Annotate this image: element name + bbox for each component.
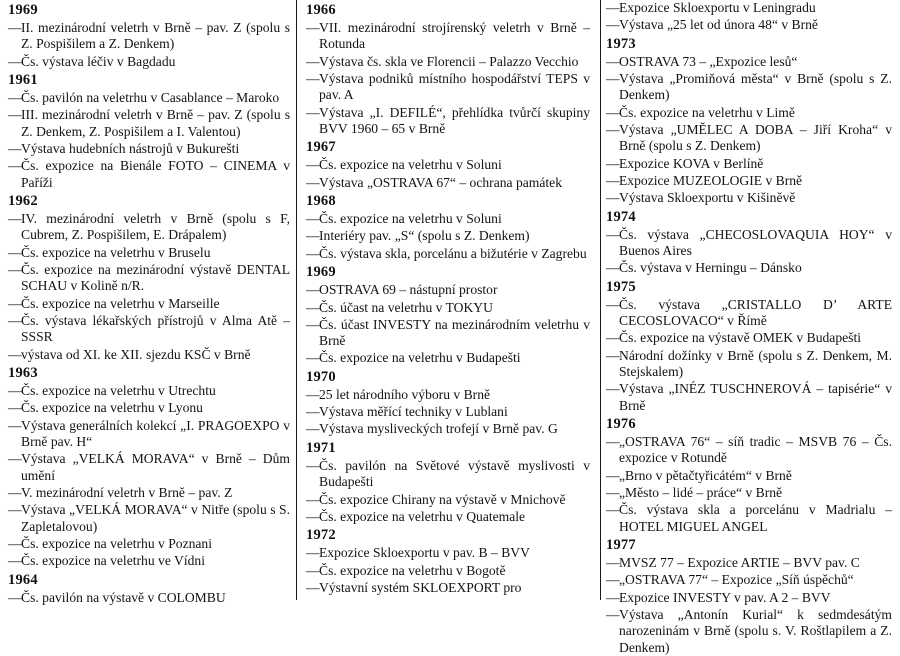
list-item-text: Výstava „I. DEFILÉ“, přehlídka tvůrčí skupiny BVV 1960 – 65 v Brně [319, 104, 590, 136]
list-item [306, 211, 590, 227]
list-item-text: Čs. expozice na veletrhu v Limě [619, 104, 795, 120]
text-column-2 [300, 0, 600, 600]
text-column-1 [8, 0, 300, 605]
list-item [8, 54, 290, 70]
list-item [606, 330, 892, 346]
dash-marker: — [8, 417, 22, 433]
list-item [606, 105, 892, 121]
list-item [8, 211, 290, 244]
list-item-text: Výstava „UMĚLEC A DOBA – Jiří Kroha“ v Brně (spolu s Z. Denkem) [619, 121, 892, 154]
list-item-text: Čs. expozice na výstavě OMEK v Budapešti [619, 330, 861, 346]
list-item [606, 0, 892, 16]
dash-marker: — [306, 20, 320, 36]
dash-marker: — [306, 404, 320, 420]
list-item-text: Čs. pavilón na Světové výstavě myslivosti v Budapešti [319, 457, 590, 490]
dash-marker: — [306, 491, 320, 507]
list-item [306, 387, 590, 403]
dash-marker: — [8, 158, 22, 174]
list-item [306, 350, 590, 366]
list-item [606, 590, 892, 606]
dash-marker: — [606, 589, 620, 605]
list-item-text: 25 let národního výboru v Brně [319, 386, 491, 402]
list-item-text: „OSTRAVA 77“ – Expozice „Síň úspěchů“ [619, 572, 854, 588]
list-item-text: Výstava „Antonín Kurial“ k sedmdesátým narozeninám v Brně (spolu s. V. Roštlapilem a Z. Denkem) [619, 606, 892, 655]
list-item [606, 502, 892, 535]
list-item [306, 421, 590, 437]
year-heading: 1976 [606, 415, 636, 432]
year-heading: 1963 [8, 364, 38, 381]
list-item [306, 105, 590, 138]
list-item [306, 282, 590, 298]
list-item [606, 17, 892, 33]
list-item-text: Čs. výstava skla, porcelánu a bižutérie v Zagrebu [319, 245, 587, 261]
list-item-text: Čs. expozice na veletrhu v Soluni [319, 211, 502, 227]
list-item-text: Čs. výstava skla a porcelánu v Madrialu – HOTEL MIGUEL ANGEL [619, 502, 892, 534]
list-item-text: Čs. výstava „CRISTALLO D’ ARTE CECOSLOVACO“ v Římě [619, 296, 892, 329]
list-item-text: IV. mezinárodní veletrh v Brně (spolu s F, Cubrem, Z. Pospišilem, E. Drápalem) [21, 211, 290, 243]
dash-marker: — [8, 535, 22, 551]
list-item-text: Čs. výstava v Herningu – Dánsko [619, 260, 802, 276]
dash-marker: — [306, 245, 320, 261]
list-item [8, 347, 290, 363]
list-item-text: Národní dožínky v Brně (spolu s Z. Denkem, M. Stejskalem) [619, 347, 892, 379]
year-heading: 1961 [8, 72, 38, 89]
dash-marker: — [8, 451, 22, 467]
dash-marker: — [306, 386, 320, 402]
dash-marker: — [8, 90, 22, 106]
list-item [8, 502, 290, 535]
list-item [8, 262, 290, 295]
list-item-text: Čs. účast na veletrhu v TOKYU [319, 299, 493, 315]
list-item [306, 509, 590, 525]
list-item-text: Expozice INVESTY v pav. A 2 – BVV [619, 589, 831, 605]
list-item-text: VII. mezinárodní strojírenský veletrh v Brně – Rotunda [319, 20, 590, 52]
list-item-text: Čs. výstava „CHECOSLOVAQUIA HOY“ v Buenos Aires [619, 226, 892, 258]
list-item [8, 590, 290, 606]
year-heading: 1972 [306, 527, 336, 544]
dash-marker: — [306, 562, 320, 578]
list-item [606, 227, 892, 260]
dash-marker: — [606, 572, 620, 588]
dash-marker: — [606, 467, 620, 483]
list-item [306, 175, 590, 191]
list-item [606, 122, 892, 155]
list-item [606, 297, 892, 330]
list-item [8, 313, 290, 346]
year-heading: 1977 [606, 536, 636, 553]
dash-marker: — [606, 0, 620, 15]
list-item-text: „Brno v pětačtyřicátém“ v Brně [619, 467, 792, 483]
dash-marker: — [606, 606, 620, 622]
list-item [606, 190, 892, 206]
list-item-text: Čs. expozice na mezinárodní výstavě DENTAL SCHAU v Kolině n/R. [21, 262, 290, 294]
list-item [606, 572, 892, 588]
dash-marker: — [606, 104, 620, 120]
list-item [8, 107, 290, 140]
list-item [606, 173, 892, 189]
dash-marker: — [306, 316, 320, 332]
list-item [306, 404, 590, 420]
list-item-text: Výstava podniků místního hospodářství TEPS v pav. A [319, 71, 590, 103]
dash-marker: — [8, 589, 22, 605]
list-item [606, 260, 892, 276]
list-item [306, 54, 590, 70]
list-item-text: Čs. expozice na veletrhu v Lyonu [21, 400, 203, 416]
dash-marker: — [8, 262, 22, 278]
list-item [606, 381, 892, 414]
dash-marker: — [606, 53, 620, 69]
list-item [606, 54, 892, 70]
list-item-text: Expozice Skloexportu v Leningradu [619, 0, 816, 15]
list-item-text: Čs. expozice Chirany na výstavě v Mnichově [319, 491, 566, 507]
dash-marker: — [306, 299, 320, 315]
list-item [606, 71, 892, 104]
year-heading: 1966 [306, 2, 336, 18]
dash-marker: — [306, 508, 320, 524]
dash-marker: — [606, 17, 620, 33]
dash-marker: — [8, 107, 22, 123]
list-item-text: Výstava Skloexportu v Kišiněvě [619, 190, 796, 206]
list-item-text: Výstava měřící techniky v Lublani [319, 404, 508, 420]
list-item-text: Výstava čs. skla ve Florencii – Palazzo Vecchio [319, 53, 579, 69]
list-item [8, 553, 290, 569]
list-item-text: Výstava „OSTRAVA 67“ – ochrana památek [319, 174, 562, 190]
list-item [606, 434, 892, 467]
list-item-text: Čs. expozice na veletrhu v Utrechtu [21, 383, 216, 399]
list-item-text: Čs. expozice na veletrhu v Marseille [21, 295, 220, 311]
list-item [606, 156, 892, 172]
dash-marker: — [8, 141, 22, 157]
list-item-text: Čs. pavilón na veletrhu v Casablance – Maroko [21, 90, 280, 106]
list-item-text: Výstava „VELKÁ MORAVA“ v Brně – Dům umění [21, 451, 290, 483]
list-item-text: V. mezinárodní veletrh v Brně – pav. Z [21, 484, 233, 500]
dash-marker: — [606, 190, 620, 206]
list-item-text: Čs. expozice na veletrhu v Bogotě [319, 562, 506, 578]
list-item-text: Čs. expozice na Bienále FOTO – CINEMA v Paříži [21, 158, 290, 190]
dash-marker: — [8, 53, 22, 69]
list-item [8, 451, 290, 484]
list-item-text: Výstava generálních kolekcí „I. PRAGOEXPO v Brně pav. H“ [21, 417, 290, 449]
list-item-text: Čs. pavilón na výstavě v COLOMBU [21, 589, 226, 605]
list-item [306, 157, 590, 173]
list-item [306, 20, 590, 53]
dash-marker: — [8, 211, 22, 227]
list-item-text: Výstava mysliveckých trofejí v Brně pav. G [319, 421, 558, 437]
dash-marker: — [306, 228, 320, 244]
dash-marker: — [8, 553, 22, 569]
dash-marker: — [8, 20, 22, 36]
list-item [8, 400, 290, 416]
dash-marker: — [606, 155, 620, 171]
dash-marker: — [306, 579, 320, 595]
list-item [8, 418, 290, 451]
dash-marker: — [606, 502, 620, 518]
list-item [306, 458, 590, 491]
dash-marker: — [8, 244, 22, 260]
list-item-text: Čs. expozice na veletrhu ve Vídni [21, 553, 205, 569]
list-item-text: Výstava „INÉZ TUSCHNEROVÁ – tapisérie“ v Brně [619, 381, 892, 413]
year-heading: 1967 [306, 139, 336, 156]
dash-marker: — [306, 157, 320, 173]
list-item-text: OSTRAVA 73 – „Expozice lesů“ [619, 53, 798, 69]
list-item [8, 158, 290, 191]
year-heading: 1969 [306, 264, 336, 281]
list-item-text: „OSTRAVA 76“ – síň tradic – MSVB 76 – Čs. expozice v Rotundě [619, 434, 892, 466]
columns-container [8, 0, 892, 655]
dash-marker: — [306, 104, 320, 120]
dash-marker: — [8, 313, 22, 329]
list-item [8, 245, 290, 261]
list-item [8, 296, 290, 312]
list-item [306, 300, 590, 316]
list-item-text: II. mezinárodní veletrh v Brně – pav. Z (spolu s Z. Pospišilem a Z. Denkem) [21, 20, 290, 52]
dash-marker: — [606, 347, 620, 363]
dash-marker: — [306, 71, 320, 87]
list-item-text: Čs. expozice na veletrhu v Bruselu [21, 244, 211, 260]
list-item [306, 71, 590, 104]
list-item [8, 383, 290, 399]
list-item-text: výstava od XI. ke XII. sjezdu KSČ v Brně [21, 346, 251, 362]
dash-marker: — [8, 502, 22, 518]
list-item [8, 90, 290, 106]
dash-marker: — [8, 346, 22, 362]
list-item-text: Výstava „Promiňová města“ v Brně (spolu s Z. Denkem) [619, 71, 892, 103]
list-item [8, 141, 290, 157]
list-item [306, 563, 590, 579]
list-item-text: Čs. expozice na veletrhu v Soluni [319, 157, 502, 173]
dash-marker: — [606, 226, 620, 242]
dash-marker: — [606, 296, 620, 312]
list-item-text: Výstavní systém SKLOEXPORT pro [319, 579, 522, 595]
list-item [606, 485, 892, 501]
list-item-text: Expozice KOVA v Berlíně [619, 155, 764, 171]
dash-marker: — [306, 53, 320, 69]
list-item-text: Čs. výstava léčiv v Bagdadu [21, 53, 176, 69]
dash-marker: — [606, 71, 620, 87]
list-item [306, 580, 590, 596]
list-item [8, 20, 290, 53]
list-item-text: III. mezinárodní veletrh v Brně – pav. Z (spolu s Z. Denkem, Z. Pospišilem a I. Valentou) [21, 107, 290, 139]
dash-marker: — [606, 434, 620, 449]
dash-marker: — [8, 295, 22, 311]
list-item-text: Expozice Skloexportu v pav. B – BVV [319, 545, 530, 561]
list-item [306, 228, 590, 244]
dash-marker: — [606, 121, 620, 137]
list-item-text: Čs. expozice na veletrhu v Quatemale [319, 508, 526, 524]
year-heading: 1974 [606, 208, 636, 225]
list-item-text: MVSZ 77 – Expozice ARTIE – BVV pav. C [619, 554, 860, 570]
list-item-text: Čs. expozice na veletrhu v Poznani [21, 535, 213, 551]
dash-marker: — [8, 383, 22, 399]
dash-marker: — [606, 172, 620, 188]
list-item [606, 348, 892, 381]
dash-marker: — [306, 350, 320, 366]
dash-marker: — [306, 174, 320, 190]
dash-marker: — [306, 545, 320, 561]
dash-marker: — [606, 330, 620, 346]
list-item [306, 492, 590, 508]
year-heading: 1971 [306, 439, 336, 456]
year-heading: 1973 [606, 35, 636, 52]
list-item-text: Interiéry pav. „S“ (spolu s Z. Denkem) [319, 228, 530, 244]
list-item-text: „Město – lidé – práce“ v Brně [619, 484, 783, 500]
dash-marker: — [306, 211, 320, 227]
text-column-3 [600, 0, 892, 655]
dash-marker: — [306, 421, 320, 437]
dash-marker: — [606, 260, 620, 276]
list-item [606, 607, 892, 656]
list-item-text: Výstava „25 let od února 48“ v Brně [619, 17, 818, 33]
year-heading: 1962 [8, 193, 38, 210]
list-item [306, 317, 590, 350]
dash-marker: — [8, 400, 22, 416]
year-heading: 1969 [8, 2, 38, 18]
list-item [8, 485, 290, 501]
list-item-text: Výstava „VELKÁ MORAVA“ v Nitře (spolu s S. Zapletalovou) [21, 502, 290, 534]
year-heading: 1968 [306, 193, 336, 210]
dash-marker: — [306, 282, 320, 298]
year-heading: 1975 [606, 278, 636, 295]
dash-marker: — [606, 554, 620, 570]
year-heading: 1964 [8, 571, 38, 588]
list-item [8, 536, 290, 552]
list-item-text: Čs. expozice na veletrhu v Budapešti [319, 350, 521, 366]
list-item-text: Expozice MUZEOLOGIE v Brně [619, 172, 803, 188]
dash-marker: — [306, 457, 320, 473]
list-item [606, 468, 892, 484]
list-item [606, 555, 892, 571]
list-item-text: Čs. účast INVESTY na mezinárodním veletrhu v Brně [319, 316, 590, 349]
list-item-text: Čs. výstava lékařských přístrojů v Alma Atě – SSSR [21, 313, 290, 345]
year-heading: 1970 [306, 368, 336, 385]
list-item-text: OSTRAVA 69 – nástupní prostor [319, 282, 498, 298]
dash-marker: — [606, 484, 620, 500]
dash-marker: — [606, 381, 620, 397]
dash-marker: — [8, 484, 22, 500]
list-item-text: Výstava hudebních nástrojů v Bukurešti [21, 141, 240, 157]
list-item [306, 246, 590, 262]
list-item [306, 545, 590, 561]
